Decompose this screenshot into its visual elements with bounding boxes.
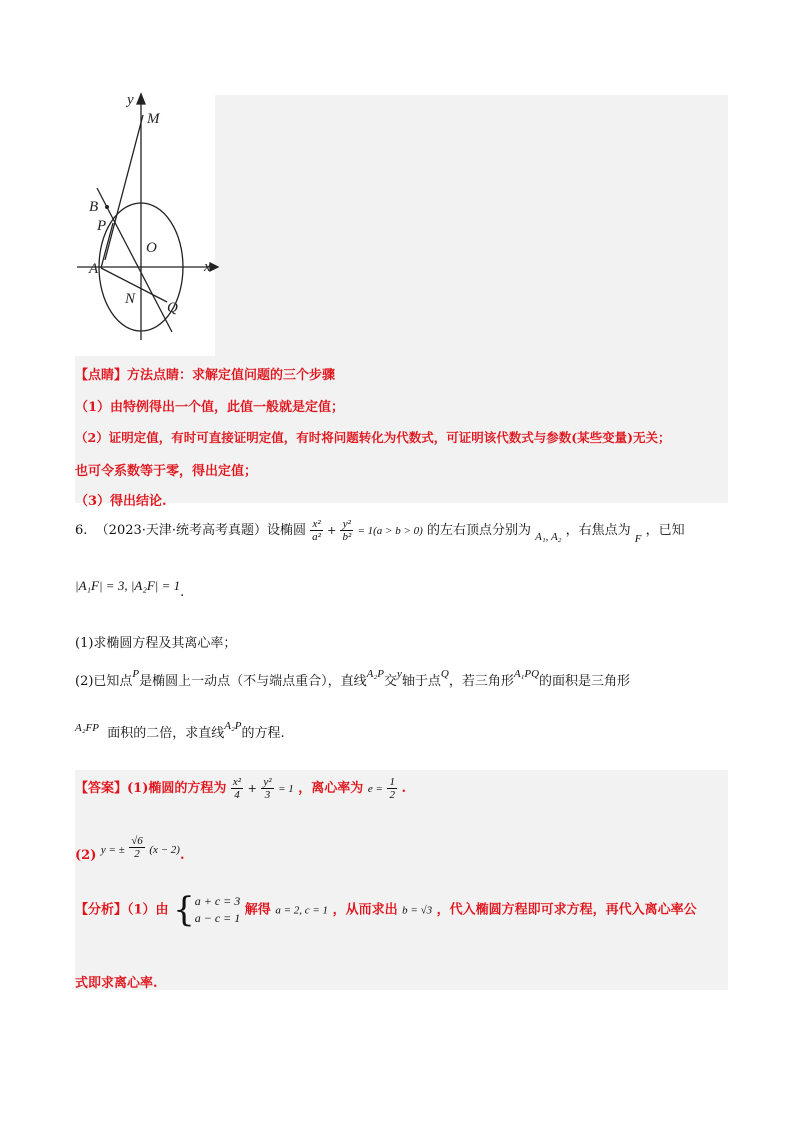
tip-step3: （3）得出结论. [75, 494, 167, 509]
problem-part1: (1)求椭圆方程及其离心率； [75, 636, 237, 651]
ellipse-figure [75, 90, 220, 345]
line-MP [105, 115, 143, 260]
label-y: y [127, 92, 134, 108]
label-x: x [204, 259, 211, 275]
vertices: A₁, A₂ [535, 531, 562, 543]
point-B [105, 205, 109, 209]
label-Q: Q [167, 300, 178, 316]
analysis-line1: 【分析】（1）由 { a + c = 3 a − c = 1 解得 a = 2, c = 1 ，从而求出 b = √3 ，代入椭圆方程即可求方程，再代入离心率公 [75, 890, 697, 930]
label-O: O [146, 240, 157, 256]
problem-text2: ，右焦点为 [565, 523, 631, 538]
problem-cond: |A₁F| = 3, |A₂F| = 1. [75, 578, 185, 600]
label-P: P [97, 218, 107, 234]
eq-x-frac: $\frac{\text{x²}}{\text{a²}}$ [312, 518, 321, 543]
problem-line1: 6. （2023·天津·统考高考真题）设椭圆 $\frac{\text{x²}}{\text{a²}}$ + $\frac{\text{y²}}{\text{b²}}$ = 1(a > b > 0) 的左右顶点分别为 $_{A_1, A_2}$ ，右焦点为 $_F$ ，已知 [75, 518, 685, 545]
tip-head: 【点睛】方法点睛：求解定值问题的三个步骤 [75, 368, 336, 383]
problem-part2-cont: $^{A_2FP}$ 面积的二倍，求直线$^{A_2P}$的方程. [75, 720, 285, 741]
label-N: N [125, 291, 136, 307]
focus-F: F [634, 533, 642, 545]
label-B: B [89, 199, 99, 215]
x-arrow [210, 263, 218, 271]
eq-rest: = 1(a > b > 0) [357, 525, 423, 537]
label-A: A [89, 261, 99, 277]
tip-shade [215, 95, 728, 358]
tip-step2a: （2）证明定值，有时可直接证明定值，有时将问题转化为代数式，可证明该代数式与参数(某些变量)无关； [75, 430, 671, 445]
answer-line1: 【答案】(1)椭圆的方程为 $\frac{\text{x²}}{4}$ + $\frac{\text{y²}}{3}$ = 1 ，离心率为 e = $\frac{1}{2}$ . [75, 776, 406, 801]
eq-y-frac: $\frac{\text{y²}}{\text{b²}}$ [342, 518, 352, 543]
problem-number: 6. [75, 523, 88, 538]
y-arrow [137, 94, 145, 104]
tip-step2b: 也可令系数等于零，得出定值； [75, 464, 258, 479]
problem-part2: (2)已知点$^P$是椭圆上一动点（不与端点重合），直线$^{A_2P}$交$^y$轴于点$^Q$，若三角形$^{A_1PQ}$的面积是三角形 [75, 668, 631, 689]
problem-text1: 的左右顶点分别为 [426, 523, 531, 538]
label-M: M [147, 111, 160, 127]
analysis-line2: 式即求离心率. [75, 976, 158, 991]
answer-shade [75, 770, 728, 990]
tip-step1: （1）由特例得出一个值，此值一般就是定值； [75, 400, 345, 415]
problem-text3: ，已知 [645, 523, 685, 538]
answer-line2: (2) $^{y = \pm}$ $\frac{√6}{2}$ $^{(x - 2)}$. [75, 835, 185, 863]
problem-source: （2023·天津·统考高考真题）设椭圆 [95, 523, 307, 538]
